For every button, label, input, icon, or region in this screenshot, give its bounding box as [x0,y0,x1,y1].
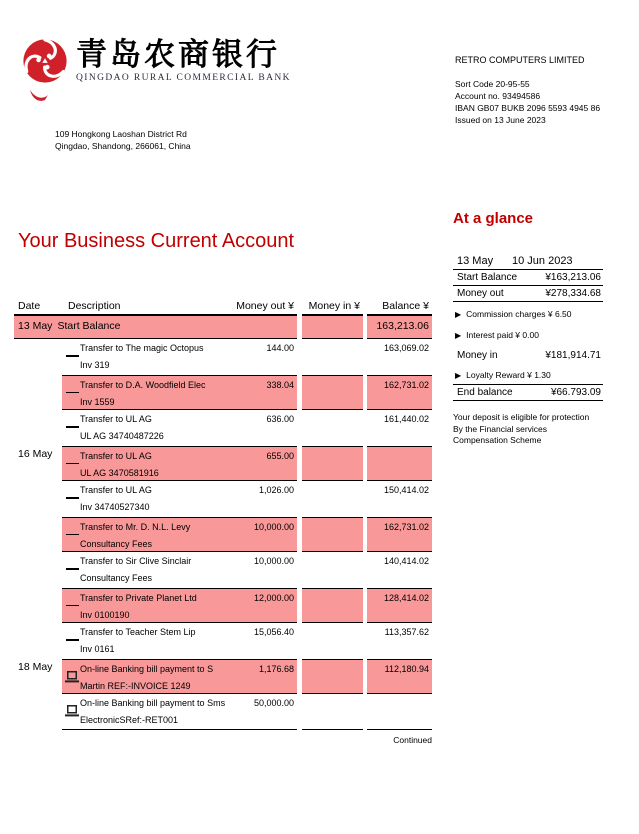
period-start-date: 13 May [457,255,494,267]
header-money-in-label: Money in ¥ [308,300,360,312]
glance-label: Money in [457,350,498,361]
money-out-value: 338.04 [266,379,294,390]
glance-row-money-out [453,286,603,302]
header-balance [367,299,432,316]
transaction-row [14,339,432,375]
money-in-cell [302,552,363,588]
transaction-reference: Inv 34740527340 [80,502,150,512]
bank-logo-icon [22,38,68,84]
transaction-date [14,481,62,517]
balance-value: 150,414.02 [383,485,429,495]
balance-value: 163,213.06 [376,320,429,332]
glance-row-loyalty [453,370,603,385]
money-out-value: 10,000.00 [253,556,294,566]
logo-flourish-icon [29,89,49,102]
account-number: Account no. 93494586 [455,91,541,101]
sort-code: Sort Code 20-95-55 [455,79,530,89]
transaction-description: On-line Banking bill payment to Sms [80,698,226,708]
glance-value: ¥66.793.09 [550,387,601,398]
address-line: Qingdao, Shandong, 266061, China [55,141,191,151]
iban: IBAN GB07 BUKB 2096 5593 4945 86 [455,103,601,113]
issued-date: Issued on 13 June 2023 [455,115,546,125]
money-in-cell [302,481,363,517]
bank-name-block [76,38,291,83]
transaction-description: Transfer to The magic Octopus [80,343,204,353]
transaction-description: Transfer to Private Planet Ltd [80,592,197,603]
note-line: Your deposit is eligible for protection [453,412,590,422]
transaction-main-cell [62,339,297,375]
money-in-cell [302,659,363,695]
transaction-main-cell [62,588,297,624]
transaction-main-cell [62,517,297,553]
glance-label: Money out [457,288,504,299]
transfer-icon [66,639,79,641]
header-date: Date [18,300,41,312]
balance-cell [367,623,432,659]
balance-cell [367,552,432,588]
money-in-cell [302,694,363,730]
transaction-row [14,375,432,411]
start-balance-date: 13 May [18,320,53,332]
online-banking-icon [65,705,79,717]
money-out-value: 144.00 [266,343,294,353]
table-header-row [14,299,432,316]
transaction-row [14,623,432,659]
money-in-cell [302,446,363,482]
transaction-row [14,552,432,588]
transaction-description: Transfer to Teacher Stem Lip [80,627,196,637]
transaction-reference: ElectronicSRef:-RET001 [80,715,179,725]
glance-bullet-label: Loyalty Reward ¥ 1.30 [466,370,551,380]
note-line: By the Financial services [453,423,548,434]
transaction-main-cell [62,446,297,482]
money-in-cell [302,316,363,339]
bank-name-english: QINGDAO RURAL COMMERCIAL BANK [76,73,291,83]
transaction-row [14,659,432,695]
transfer-icon [66,355,79,357]
transaction-row [14,410,432,446]
transaction-description: Transfer to UL AG [80,414,152,424]
at-a-glance-panel [453,210,603,401]
balance-cell [367,694,432,730]
transaction-date [14,552,62,588]
transaction-main-cell [62,623,297,659]
money-out-value: 1,176.68 [258,663,294,674]
transaction-main-cell [62,410,297,446]
balance-cell [367,410,432,446]
transaction-description: Transfer to Sir Clive Sinclair [80,556,192,566]
transaction-date: 18 May [18,660,53,673]
balance-cell [367,659,432,695]
glance-row-end-balance [453,385,603,401]
balance-cell [367,481,432,517]
triangle-bullet-icon [455,309,461,319]
glance-value: ¥278,334.68 [545,288,601,299]
transfer-icon [66,497,79,499]
transaction-row [14,588,432,624]
transaction-date [14,694,62,730]
glance-bullet-label: Commission charges ¥ 6.50 [466,309,572,319]
deposit-protection-note [453,412,589,447]
balance-value: 162,731.02 [383,521,429,532]
transaction-reference: Inv 319 [80,360,110,370]
transaction-date [14,623,62,659]
transaction-reference: UL AG 3470581916 [80,467,159,478]
transaction-reference: Consultancy Fees [80,573,153,583]
transaction-main-cell [62,694,297,730]
transaction-reference: Consultancy Fees [80,538,153,549]
transaction-reference: Inv 0100190 [80,609,130,620]
transaction-row [14,481,432,517]
money-out-value: 12,000.00 [253,592,294,603]
transfer-icon [66,568,79,570]
balance-value: 113,357.62 [384,627,429,637]
account-holder-name: RETRO COMPUTERS LIMITED [455,55,585,65]
transfer-icon [66,392,79,394]
transaction-main-cell [62,552,297,588]
note-line: Compensation Scheme [453,435,542,445]
transaction-reference: Martin REF:-INVOICE 1249 [80,680,191,691]
balance-value: 140,414.02 [383,556,429,566]
transaction-description: Transfer to UL AG [80,450,152,461]
transaction-row [14,694,432,730]
bank-address [55,128,191,152]
triangle-bullet-icon [455,370,461,380]
transfer-icon [66,463,79,465]
balance-cell [367,588,432,624]
money-in-cell [302,588,363,624]
balance-cell [367,517,432,553]
transaction-row [14,517,432,553]
header-money-out: Money out ¥ [236,300,294,312]
balance-value: 163,069.02 [383,343,429,353]
transaction-table [14,299,432,745]
balance-value: 128,414.02 [383,592,429,603]
header-date-description [14,299,297,316]
continued-label: Continued [393,734,432,745]
glance-label: End balance [457,387,513,398]
transaction-date: 16 May [18,447,53,460]
balance-value: 112,180.94 [384,663,429,674]
balance-value: 161,440.02 [383,414,429,424]
money-in-cell [302,517,363,553]
transaction-rows [14,316,432,730]
page-title: Your Business Current Account [18,230,295,252]
transaction-main-cell [62,375,297,411]
bank-name-chinese: 青岛农商银行 [76,37,280,72]
glance-summary [453,270,603,401]
transaction-date [14,588,62,624]
header-description: Description [68,300,121,312]
money-out-value: 655.00 [266,450,294,461]
account-holder-info [455,55,600,126]
transaction-main-cell [62,659,297,695]
address-line: 109 Hongkong Laoshan District Rd [55,129,187,139]
balance-cell [367,446,432,482]
transaction-main-cell [62,481,297,517]
transaction-description: Transfer to Mr. D. N.L. Levy [80,521,191,532]
money-in-cell [302,375,363,411]
glance-bullet-label: Interest paid ¥ 0.00 [466,330,539,340]
money-in-cell [302,410,363,446]
glance-value: ¥181,914.71 [545,350,601,361]
start-balance-row [14,316,432,339]
statement-period [453,254,603,270]
glance-value: ¥163,213.06 [545,272,601,283]
money-out-value: 50,000.00 [253,698,294,708]
glance-label: Start Balance [457,272,518,283]
transaction-date [14,517,62,553]
start-balance-cell [14,316,297,339]
transaction-description: Transfer to D.A. Woodfield Elec [80,379,206,390]
money-out-value: 10,000.00 [253,521,294,532]
transfer-icon [66,426,79,428]
money-out-value: 15,056.40 [253,627,294,637]
at-a-glance-title: At a glance [453,210,534,227]
transfer-icon [66,534,79,536]
glance-row-start-balance [453,270,603,286]
transaction-row [14,446,432,482]
transaction-description: Transfer to UL AG [80,485,152,495]
transaction-reference: Inv 0161 [80,644,115,654]
transaction-date [14,339,62,375]
online-banking-icon [65,671,79,683]
header-balance-label: Balance ¥ [382,300,429,312]
money-out-value: 1,026.00 [258,485,294,495]
transaction-date [14,375,62,411]
money-in-cell [302,339,363,375]
start-balance-label: Start Balance [57,320,121,332]
transaction-description: On-line Banking bill payment to S [80,663,214,674]
balance-cell [367,339,432,375]
money-in-cell [302,623,363,659]
glance-row-commission [453,309,603,319]
transaction-reference: Inv 1559 [80,396,115,407]
money-out-value: 636.00 [266,414,294,424]
balance-cell [367,316,432,339]
header-money-in [302,299,363,316]
triangle-bullet-icon [455,330,461,340]
account-details [455,78,600,126]
balance-cell [367,375,432,411]
balance-value: 162,731.02 [383,379,429,390]
transaction-date [14,410,62,446]
period-end-date: 10 Jun 2023 [512,255,573,267]
glance-row-money-in [453,348,603,363]
transfer-icon [66,605,79,607]
transaction-reference: UL AG 34740487226 [80,431,164,441]
glance-row-interest [453,330,603,340]
